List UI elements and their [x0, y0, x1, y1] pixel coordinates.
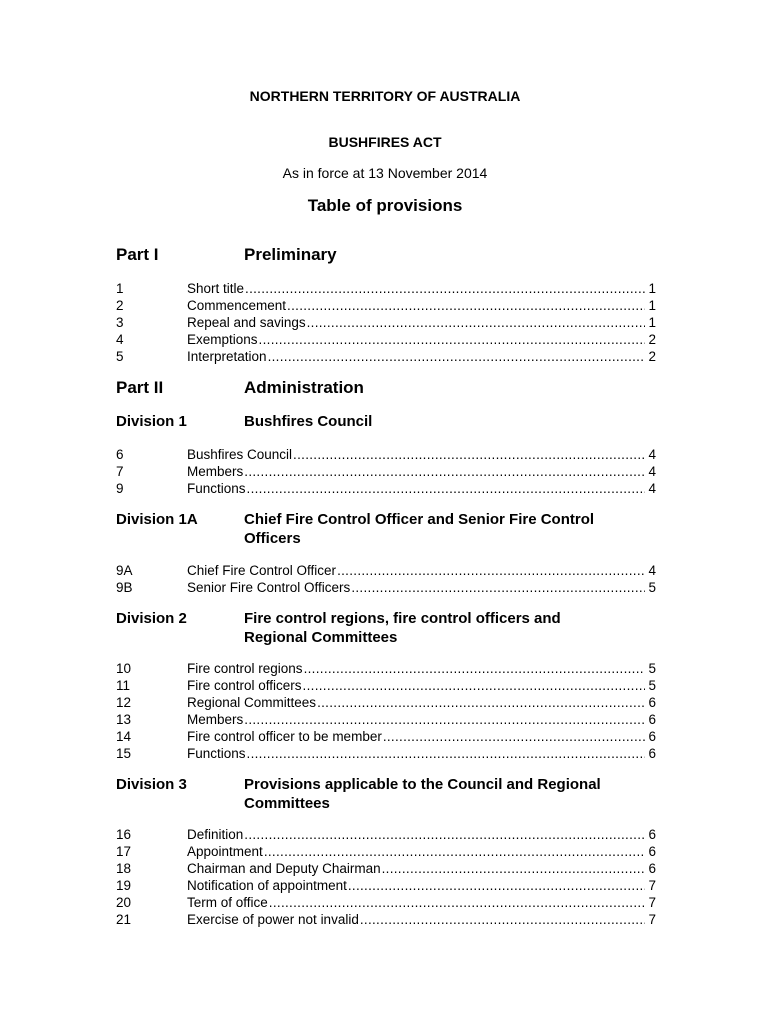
section-title: Interpretation — [187, 349, 267, 364]
dot-leader — [247, 745, 645, 762]
division-label: Division 1 — [116, 413, 187, 430]
section-title: Commencement — [187, 298, 287, 313]
toc-entry[interactable] — [116, 660, 656, 677]
section-title: Fire control regions — [187, 661, 303, 676]
div1-rows — [116, 446, 656, 497]
section-number: 16 — [116, 827, 132, 842]
division-label: Division 3 — [116, 776, 187, 793]
toc-entry[interactable] — [116, 480, 656, 497]
act-title: BUSHFIRES ACT — [328, 134, 442, 150]
jurisdiction-title: NORTHERN TERRITORY OF AUSTRALIA — [249, 88, 521, 104]
toc-entry[interactable] — [116, 463, 656, 480]
part-label: Part I — [116, 245, 159, 264]
toc-entry[interactable] — [116, 711, 656, 728]
division-title: Provisions applicable to the Council and Regional Committees — [244, 776, 601, 812]
toc-entry[interactable] — [116, 877, 656, 894]
section-title: Members — [187, 464, 244, 479]
section-title: Members — [187, 712, 244, 727]
page-number: 4 — [648, 447, 656, 462]
div1a-rows — [116, 562, 656, 596]
page-number: 6 — [648, 712, 656, 727]
dot-leader — [317, 694, 645, 711]
dot-leader — [348, 877, 645, 894]
page-number: 5 — [648, 661, 656, 676]
dot-leader — [268, 348, 645, 365]
dot-leader — [351, 579, 645, 596]
section-title: Exercise of power not invalid — [187, 912, 359, 927]
section-number: 6 — [116, 447, 124, 462]
dot-leader — [259, 331, 645, 348]
section-number: 14 — [116, 729, 132, 744]
page-number: 6 — [648, 844, 656, 859]
dot-leader — [293, 446, 645, 463]
section-title: Notification of appointment — [187, 878, 347, 893]
section-number: 12 — [116, 695, 132, 710]
dot-leader — [244, 711, 645, 728]
toc-entry[interactable] — [116, 331, 656, 348]
part-title: Preliminary — [244, 245, 337, 264]
section-number: 18 — [116, 861, 132, 876]
section-number: 21 — [116, 912, 132, 927]
toc-entry[interactable] — [116, 826, 656, 843]
dot-leader — [245, 280, 645, 297]
section-title: Functions — [187, 746, 246, 761]
toc-entry[interactable] — [116, 843, 656, 860]
page-number: 1 — [648, 315, 656, 330]
section-title: Short title — [187, 281, 245, 296]
dot-leader — [303, 677, 645, 694]
dot-leader — [244, 463, 645, 480]
section-title: Bushfires Council — [187, 447, 293, 462]
toc-entry[interactable] — [116, 894, 656, 911]
in-force-date: As in force at 13 November 2014 — [282, 165, 488, 181]
dot-leader — [287, 297, 645, 314]
page-title: Table of provisions — [307, 196, 463, 215]
toc-entry[interactable] — [116, 860, 656, 877]
page-number: 7 — [648, 895, 656, 910]
page-number: 2 — [648, 349, 656, 364]
page-number: 6 — [648, 746, 656, 761]
page-number: 2 — [648, 332, 656, 347]
division-title: Bushfires Council — [244, 413, 373, 430]
toc-entry[interactable] — [116, 280, 656, 297]
div2-rows — [116, 660, 656, 762]
section-number: 9A — [116, 563, 133, 578]
dot-leader — [307, 314, 645, 331]
section-number: 17 — [116, 844, 132, 859]
toc-entry[interactable] — [116, 348, 656, 365]
page-number: 5 — [648, 678, 656, 693]
part1-rows — [116, 280, 656, 365]
page-number: 4 — [648, 464, 656, 479]
toc-entry[interactable] — [116, 314, 656, 331]
section-number: 3 — [116, 315, 124, 330]
dot-leader — [383, 728, 645, 745]
page-number: 6 — [648, 861, 656, 876]
division-title: Fire control regions, fire control officers and Regional Committees — [244, 610, 561, 646]
toc-entry[interactable] — [116, 694, 656, 711]
section-number: 11 — [116, 678, 131, 693]
toc-entry[interactable] — [116, 562, 656, 579]
dot-leader — [360, 911, 645, 928]
dot-leader — [304, 660, 645, 677]
section-number: 19 — [116, 878, 132, 893]
page-number: 1 — [648, 298, 656, 313]
toc-entry[interactable] — [116, 579, 656, 596]
section-title: Chief Fire Control Officer — [187, 563, 337, 578]
toc-entry[interactable] — [116, 297, 656, 314]
part-title: Administration — [244, 378, 364, 397]
page-number: 5 — [648, 580, 656, 595]
dot-leader — [264, 843, 645, 860]
division-title: Chief Fire Control Officer and Senior Fire Control Officers — [244, 511, 595, 547]
section-title: Functions — [187, 481, 246, 496]
section-title: Repeal and savings — [187, 315, 306, 330]
section-title: Exemptions — [187, 332, 258, 347]
dot-leader — [269, 894, 645, 911]
page-number: 4 — [648, 563, 656, 578]
division-label: Division 1A — [116, 511, 198, 528]
dot-leader — [382, 860, 645, 877]
section-title: Regional Committees — [187, 695, 317, 710]
page-number: 7 — [648, 878, 656, 893]
div3-rows — [116, 826, 656, 928]
section-title: Fire control officer to be member — [187, 729, 382, 744]
section-title: Chairman and Deputy Chairman — [187, 861, 381, 876]
section-number: 4 — [116, 332, 124, 347]
toc-entry[interactable] — [116, 745, 656, 762]
page-number: 6 — [648, 827, 656, 842]
section-title: Appointment — [187, 844, 263, 859]
dot-leader — [247, 480, 645, 497]
section-number: 1 — [116, 281, 124, 296]
page-number: 1 — [648, 281, 656, 296]
page-number: 4 — [648, 481, 656, 496]
section-title: Fire control officers — [187, 678, 302, 693]
section-number: 20 — [116, 895, 132, 910]
section-number: 7 — [116, 464, 124, 479]
dot-leader — [337, 562, 645, 579]
section-title: Senior Fire Control Officers — [187, 580, 351, 595]
section-number: 13 — [116, 712, 132, 727]
page-number: 7 — [648, 912, 656, 927]
page-number: 6 — [648, 695, 656, 710]
section-number: 2 — [116, 298, 124, 313]
dot-leader — [244, 826, 645, 843]
page-number: 6 — [648, 729, 656, 744]
toc-entry[interactable] — [116, 911, 656, 928]
section-number: 5 — [116, 349, 124, 364]
toc-entry[interactable] — [116, 446, 656, 463]
section-title: Term of office — [187, 895, 268, 910]
section-number: 9 — [116, 481, 124, 496]
section-number: 10 — [116, 661, 132, 676]
section-number: 15 — [116, 746, 132, 761]
section-number: 9B — [116, 580, 133, 595]
division-label: Division 2 — [116, 610, 187, 627]
part-label: Part II — [116, 378, 164, 397]
toc-entry[interactable] — [116, 728, 656, 745]
section-title: Definition — [187, 827, 244, 842]
toc-entry[interactable] — [116, 677, 656, 694]
